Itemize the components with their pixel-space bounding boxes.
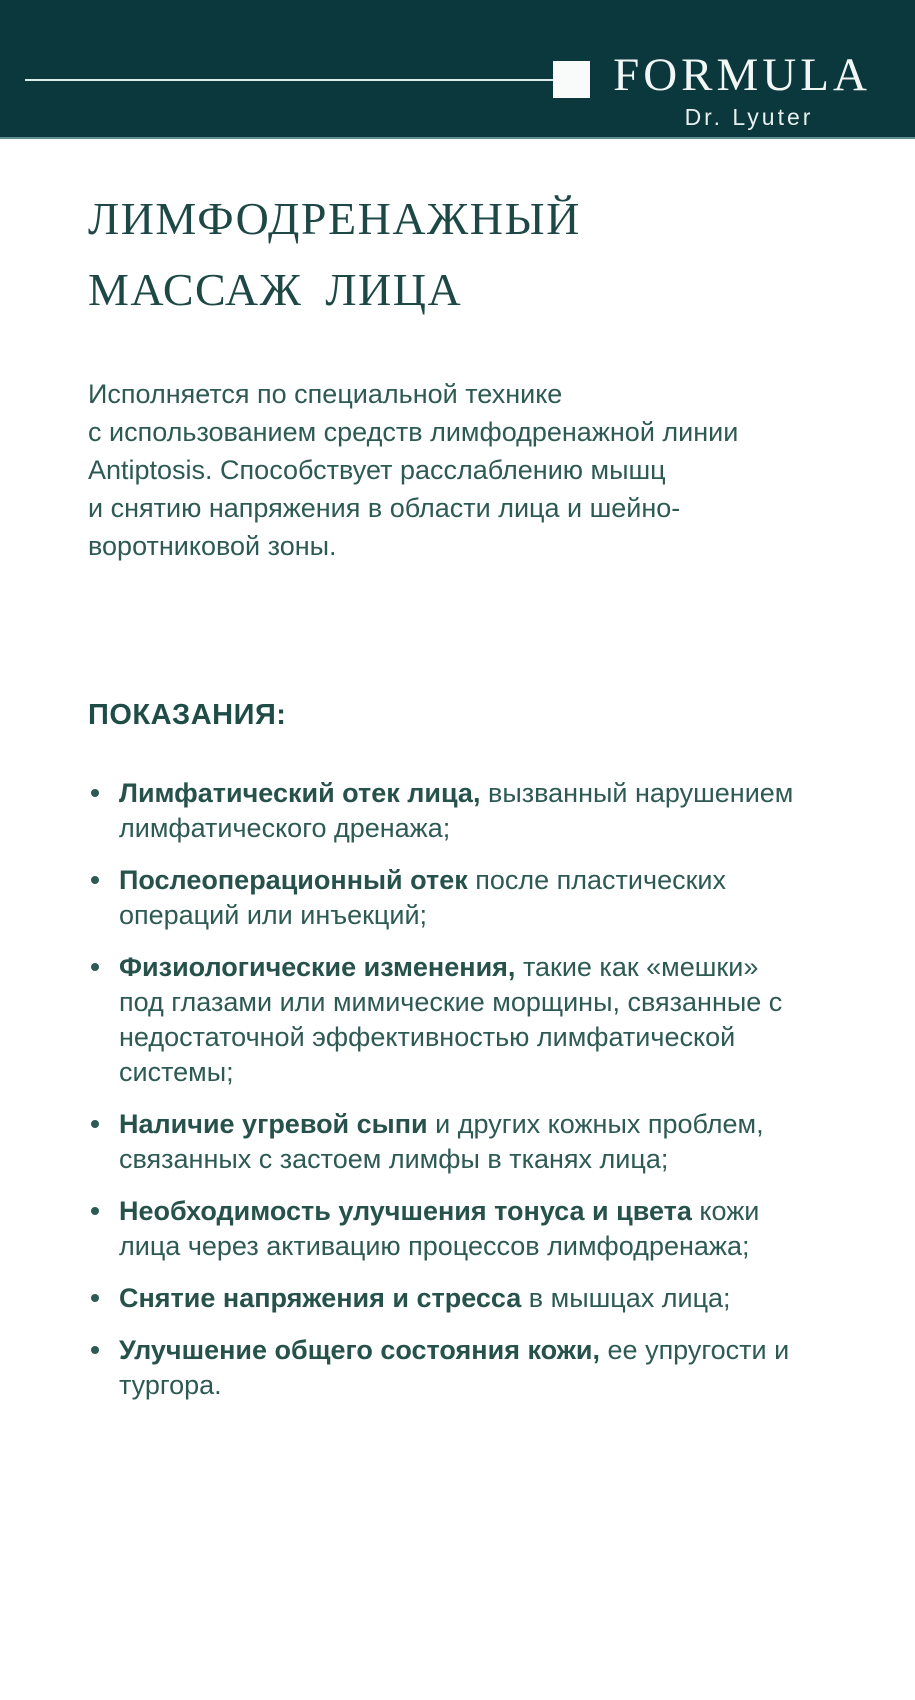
item-bold-text: Физиологические изменения, bbox=[119, 952, 516, 982]
intro-line: и снятию напряжения в области лица и шейно- bbox=[88, 493, 681, 523]
bullet-icon bbox=[91, 963, 99, 971]
intro-line: воротниковой зоны. bbox=[88, 531, 337, 561]
brand-sublogo: Dr. Lyuter bbox=[684, 104, 814, 130]
page-title-line-2: МАССАЖ ЛИЦА bbox=[88, 264, 463, 315]
item-rest-text: ее упругости и тургора. bbox=[119, 1335, 790, 1400]
list-item bbox=[88, 1281, 808, 1316]
content bbox=[0, 183, 915, 1403]
brand-block bbox=[612, 48, 872, 131]
header-rule bbox=[25, 79, 553, 81]
item-rest-text: после пластических операций или инъекций; bbox=[119, 865, 726, 930]
intro-line: Antiptosis. Способствует расслаблению мышц bbox=[88, 455, 666, 485]
brand-logo: FORMULA bbox=[613, 49, 871, 101]
bullet-icon bbox=[91, 876, 99, 884]
indications-heading: ПОКАЗАНИЯ: bbox=[88, 699, 287, 731]
list-item bbox=[88, 1194, 808, 1264]
list-item bbox=[88, 1333, 808, 1403]
list-item bbox=[88, 1107, 808, 1177]
header bbox=[0, 0, 915, 139]
item-bold-text: Лимфатический отек лица, bbox=[119, 778, 481, 808]
item-bold-text: Необходимость улучшения тонуса и цвета bbox=[119, 1196, 692, 1226]
brand-square-icon bbox=[553, 61, 590, 98]
item-rest-text: такие как «мешки» под глазами или мимические морщины, связанные с недостаточной эффективностью лимфатической системы; bbox=[119, 952, 783, 1087]
intro-paragraph bbox=[88, 375, 843, 565]
bullet-icon bbox=[91, 1120, 99, 1128]
item-rest-text: вызванный нарушением лимфатического дренажа; bbox=[119, 778, 794, 843]
intro-line: с использованием средств лимфодренажной линии bbox=[88, 417, 739, 447]
list-item bbox=[88, 863, 808, 933]
item-bold-text: Наличие угревой сыпи bbox=[119, 1109, 428, 1139]
bullet-icon bbox=[91, 789, 99, 797]
page-title-line-1: ЛИМФОДРЕНАЖНЫЙ bbox=[88, 193, 581, 244]
bullet-icon bbox=[91, 1294, 99, 1302]
intro-line: Исполняется по специальной технике bbox=[88, 379, 563, 409]
list-item bbox=[88, 776, 808, 846]
item-bold-text: Послеоперационный отек bbox=[119, 865, 468, 895]
page-title bbox=[88, 183, 843, 325]
item-rest-text: в мышцах лица; bbox=[528, 1283, 731, 1313]
item-bold-text: Снятие напряжения и стресса bbox=[119, 1283, 522, 1313]
bullet-icon bbox=[91, 1346, 99, 1354]
list-item bbox=[88, 950, 808, 1090]
bullet-icon bbox=[91, 1207, 99, 1215]
item-rest-text: и других кожных проблем, связанных с застоем лимфы в тканях лица; bbox=[119, 1109, 764, 1174]
item-rest-text: кожи лица через активацию процессов лимфодренажа; bbox=[119, 1196, 760, 1261]
indications-list bbox=[88, 776, 843, 1403]
item-bold-text: Улучшение общего состояния кожи, bbox=[119, 1335, 601, 1365]
